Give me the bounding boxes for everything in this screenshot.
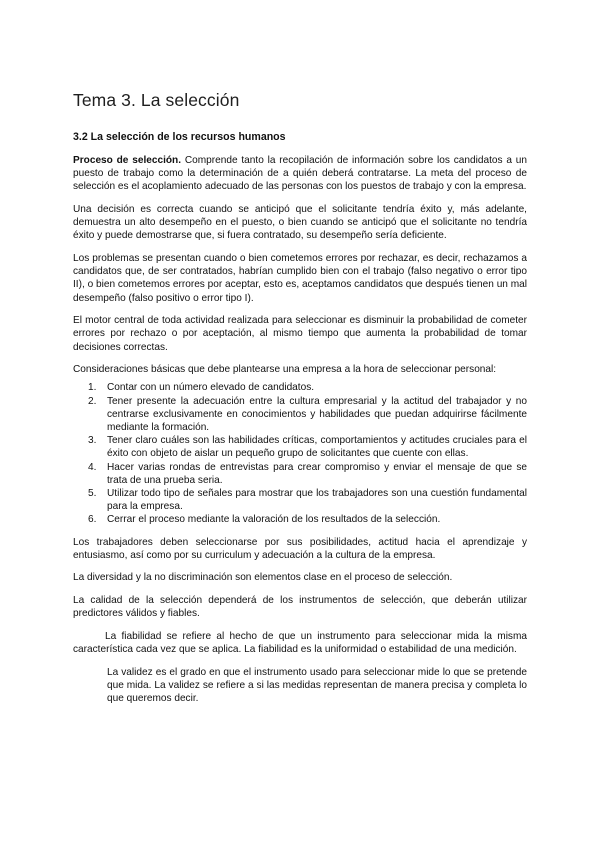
paragraph-fiabilidad: La fiabilidad se refiere al hecho de que un instrumento para seleccionar mida la misma característica cada vez que se aplica. La fiabilidad es la uniformidad o estabilidad de una medición.	[73, 630, 527, 656]
paragraph-trabajadores: Los trabajadores deben seleccionarse por sus posibilidades, actitud hacia el aprendizaje y entusiasmo, así como por su curriculum y adecuación a la cultura de la empresa.	[73, 536, 527, 561]
proceso-label: Proceso de selección.	[73, 155, 182, 166]
list-text: Hacer varias rondas de entrevistas para crear compromiso y enviar el mensaje de que se trata de una prueba seria.	[107, 461, 527, 486]
paragraph-diversidad: La diversidad y la no discriminación son elementos clase en el proceso de selección.	[73, 572, 453, 584]
list-number: 1.	[88, 382, 97, 394]
list-text: Cerrar el proceso mediante la valoración de los resultados de la selección.	[107, 514, 441, 526]
list-number: 4.	[88, 461, 97, 473]
list-text: Tener claro cuáles son las habilidades críticas, comportamientos y actitudes cruciales para el éxito con objeto de aislar un pequeño grupo de solicitantes que cuente con ellas.	[107, 435, 527, 460]
document-body	[73, 154, 527, 715]
list-text: Tener presente la adecuación entre la cultura empresarial y la actitud del trabajador y no centrarse exclusivamente en conocimientos y habilidades que puedan adquirirse fácilmente mediante la formación.	[107, 395, 527, 434]
considerations-list	[73, 381, 527, 526]
list-number: 2.	[88, 395, 97, 407]
list-number: 3.	[88, 435, 97, 447]
paragraph-decision: Una decisión es correcta cuando se anticipó que el solicitante tendría éxito y, más adelante, demuestra un alto desempeño en el puesto, o bien cuando se anticipó que el solicitante no tendría éxito y puede demostrarse que, si fuera contratado, su desempeño sería deficiente.	[73, 204, 527, 242]
list-item	[88, 487, 527, 513]
paragraph-calidad: La calidad de la selección dependerá de los instrumentos de selección, que deberán utilizar predictores válidos y fiables.	[73, 595, 527, 620]
page-title: Tema 3. La selección	[73, 90, 240, 110]
paragraph-consideraciones: Consideraciones básicas que debe plantearse una empresa a la hora de seleccionar personal:	[73, 364, 497, 376]
list-item	[88, 434, 527, 460]
list-item	[88, 513, 527, 526]
list-number: 6.	[88, 514, 97, 526]
paragraph-proceso	[73, 154, 527, 194]
proceso-text: Comprende tanto la recopilación de información sobre los candidatos a un puesto de trabajo como la determinación de a quién deberá contratarse. La meta del proceso de selección es el acoplamiento adecuado de las personas con los puestos de trabajo y con la empresa.	[73, 155, 527, 193]
section-heading: 3.2 La selección de los recursos humanos	[73, 131, 286, 143]
list-item	[88, 395, 527, 435]
list-text: Utilizar todo tipo de señales para mostrar que los trabajadores son una cuestión fundamental para la empresa.	[107, 488, 527, 513]
list-item	[88, 461, 527, 487]
list-text: Contar con un número elevado de candidatos.	[107, 382, 315, 394]
paragraph-motor: El motor central de toda actividad realizada para seleccionar es disminuir la probabilidad de cometer errores por rechazo o por aceptación, al mismo tiempo que aumenta la probabilidad de tomar decisiones correctas.	[73, 315, 527, 353]
paragraph-validez: La validez es el grado en que el instrumento usado para seleccionar mide lo que se pretende que mida. La validez se refiere a si las medidas representan de manera precisa y completa lo que queremos decir.	[107, 666, 527, 705]
list-number: 5.	[88, 488, 97, 500]
paragraph-problemas: Los problemas se presentan cuando o bien cometemos errores por rechazar, es decir, rechazamos a candidatos que, de ser contratados, habrían cumplido bien con el trabajo (falso negativo o error tipo II), o bien cometemos errores por aceptar, esto es, aceptamos candidatos que después tienen un mal desempeño (falso positivo o error tipo I).	[73, 253, 527, 304]
list-item	[88, 381, 527, 394]
